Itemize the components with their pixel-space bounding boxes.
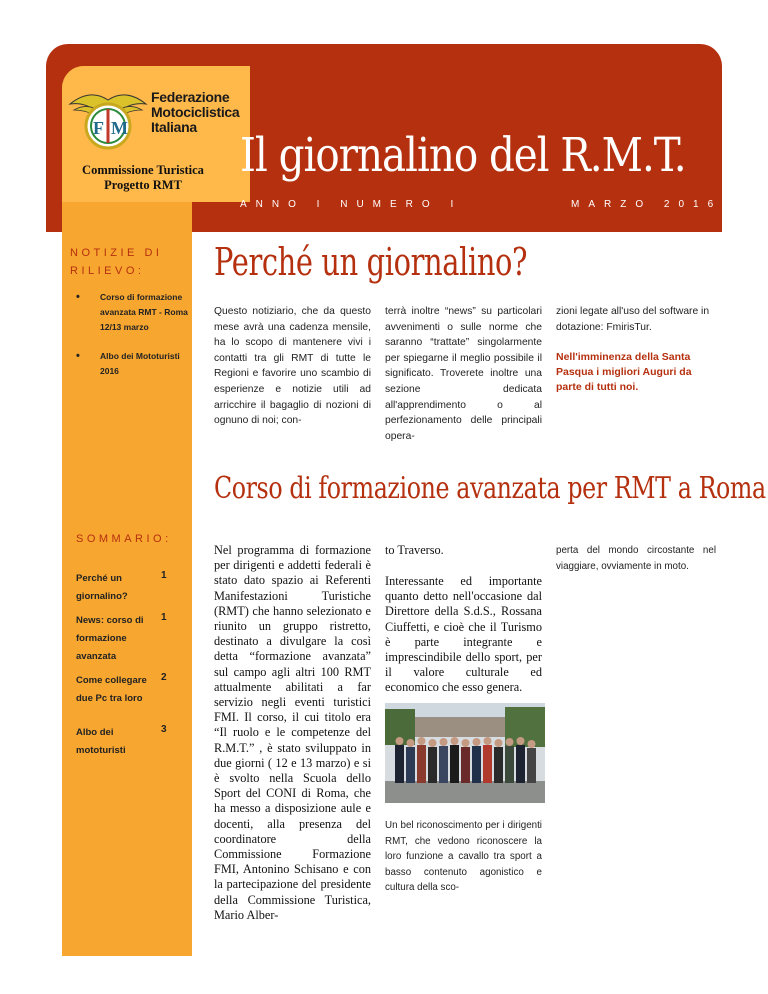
article2-col2b: Interessante ed importante quanto detto nell'occasione dal Direttore della S.d.S., Rossana Ciuffetti, e cioè che il Turismo è parte integrante e imprescindibile dello sport, per il valore culturale ed economico che esso genera. xyxy=(385,574,542,695)
article2-col3: perta del mondo circostante nel viaggiare, ovviamente in moto. xyxy=(556,545,716,572)
article-title-giornalino: Perché un giornalino? xyxy=(214,240,528,284)
toc-item[interactable]: News: corso di formazione avanzata 1 xyxy=(76,612,167,662)
svg-text:M: M xyxy=(111,118,128,138)
article-title-corso: Corso di formazione avanzata per RMT a Roma xyxy=(214,471,766,506)
notizie-list xyxy=(76,290,192,393)
article2-col2a: to Traverso. xyxy=(385,543,444,557)
commissione-label: Commissione Turistica Progetto RMT xyxy=(82,163,204,192)
article1-col1: Questo notiziario, che da questo mese avrà una cadenza mensile, ha lo scopo di mantenere vivi i contatti tra gli RMT di tutte le Regioni e favorire uno scambio di esperienze e notizie utili ad arricchire il bagaglio di nozioni di ognuno di noi; con- xyxy=(214,306,371,427)
notizie-item[interactable]: • Albo dei Mototuristi 2016 xyxy=(76,349,192,379)
toc-item[interactable]: Come collegare due Pc tra loro 2 xyxy=(76,672,167,704)
article1-col2: terrà inoltre “news” su particolari avvenimenti o sulle norme che saranno “trattate” singolarmente per spiegarne il meglio possibile il significato. Troverete inoltre una sezione dedicata all'apprendimento o al perfezionamento delle principali opera- xyxy=(385,306,542,442)
federation-name: Federazione Motociclistica Italiana xyxy=(151,89,240,135)
photo-caption: Un bel riconoscimento per i dirigenti RMT, che vedono riconoscere la loro funzione a cavallo tra sport a basso contenuto agonistico e cultura della sco- xyxy=(385,820,542,894)
article1-col3: zioni legate all'uso del software in dotazione: FmirisTur. xyxy=(556,306,710,333)
sommario-heading: SOMMARIO: xyxy=(76,533,172,545)
fmi-logo-icon xyxy=(68,82,148,162)
issue-number: ANNO I NUMERO I xyxy=(240,199,463,210)
issue-date: MARZO 2016 xyxy=(571,199,723,210)
toc-item[interactable]: Perché un giornalino? 1 xyxy=(76,570,167,602)
group-photo xyxy=(385,703,545,803)
article2-col1: Nel programma di formazione per dirigenti e addetti federali è stato dato spazio ai Referenti Manifestazioni Turistiche (RMT) che hanno selezionato e riunito un gruppo ristretto, destinato a divulgare la così detta “formazione avanzata” sul campo agli altri 100 RMT attualmente abilitati a far servizio negli eventi turistici FMI. Il corso, il cui titolo era “Il ruolo e le competenze del R.M.T.” , è stato sviluppato in due giorni ( 12 e 13 marzo) e si è svolto nella Scuola dello Sport del CONI di Roma, che ha messo a disposizione aule e docenti, alla presenza del coordinatore della Commissione Formazione FMI, Antonino Schisano e con la partecipazione del presidente della Commissione Turistica, Mario Alber- xyxy=(214,543,371,922)
toc-item[interactable]: Albo dei mototuristi 3 xyxy=(76,724,167,756)
svg-text:F: F xyxy=(93,118,104,138)
easter-wishes: Nell'imminenza della Santa Pasqua i migliori Auguri da parte di tutti noi. xyxy=(556,351,692,393)
notizie-heading: NOTIZIE DI RILIEVO: xyxy=(70,247,163,277)
notizie-item[interactable]: • Corso di formazione avanzata RMT - Roma 12/13 marzo xyxy=(76,290,192,335)
page-title: Il giornalino del R.M.T. xyxy=(240,128,686,183)
